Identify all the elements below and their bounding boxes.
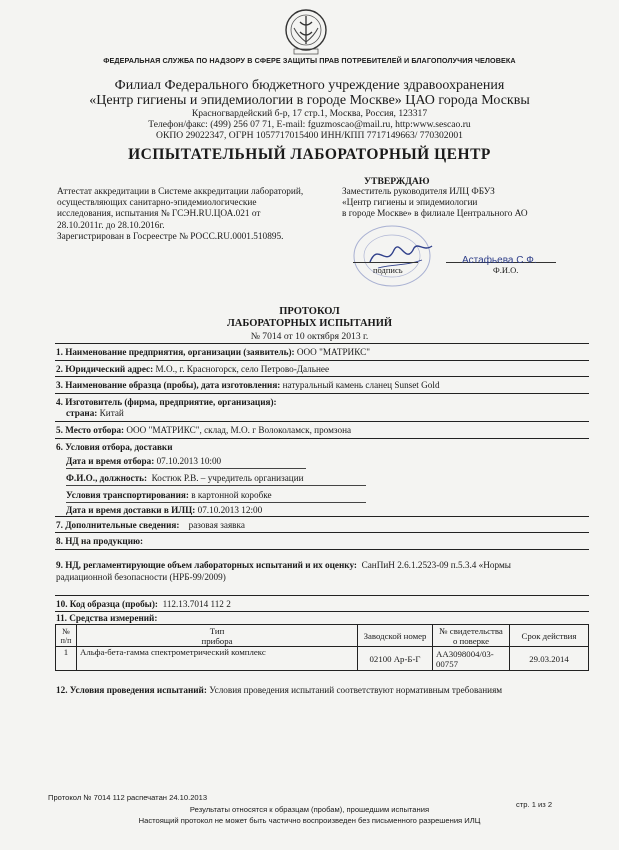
section-3 <box>56 380 440 391</box>
header-num: № п/п <box>56 625 77 647</box>
section-5-value: ООО "МАТРИКС", склад, М.О. г Волоколамск, промзона <box>126 425 352 435</box>
accreditation-line: исследования, испытания № ГСЭН.RU.ЦОА.021 от <box>57 209 261 220</box>
cell-cert <box>433 647 510 671</box>
org-name-line2: «Центр гигиены и эпидемиологии в городе Москве» ЦАО города Москвы <box>89 93 530 108</box>
section-3-value: натуральный камень сланец Sunset Gold <box>282 380 440 390</box>
rospotrebnadzor-emblem-icon <box>280 6 332 60</box>
section-1-label: 1. Наименование предприятия, организации (заявитель): <box>56 347 295 357</box>
section-1-value: ООО "МАТРИКС" <box>296 347 370 357</box>
agency-name: ФЕДЕРАЛЬНАЯ СЛУЖБА ПО НАДЗОРУ В СФЕРЕ ЗАЩИТЫ ПРАВ ПОТРЕБИТЕЛЕЙ И БЛАГОПОЛУЧИЯ ЧЕЛОВЕКА <box>103 56 516 65</box>
sampling-date-value: 07.10.2013 10:00 <box>156 456 222 466</box>
lab-title: ИСПЫТАТЕЛЬНЫЙ ЛАБОРАТОРНЫЙ ЦЕНТР <box>128 146 491 163</box>
section-12-value: Условия проведения испытаний соответствуют нормативным требованиям <box>209 685 503 695</box>
header-type-line: прибора <box>201 635 233 646</box>
underline <box>66 468 306 469</box>
accreditation-block <box>57 187 317 243</box>
section-4 <box>56 397 277 408</box>
divider <box>55 343 589 344</box>
approval-line: в городе Москве» в филиале Центрального АО <box>342 209 528 220</box>
delivery-value: 07.10.2013 12:00 <box>197 505 263 515</box>
header-cert <box>433 625 510 647</box>
protocol-number: № 7014 от 10 октября 2013 г. <box>250 331 369 342</box>
divider <box>55 376 589 377</box>
section-7-value: разовая заявка <box>188 520 245 530</box>
section-2-label: 2. Юридический адрес: <box>56 364 154 374</box>
underline <box>66 485 366 486</box>
section-9-label: 9. НД, регламентирующие объем лабораторных испытаний и их оценку: <box>56 560 357 570</box>
footer-copy-note: Настоящий протокол не может быть частично воспроизведен без письменного разрешения ИЛЦ <box>138 816 481 825</box>
section-12-label: 12. Условия проведения испытаний: <box>56 685 207 695</box>
signature-line <box>353 262 418 263</box>
fio-label: Ф.И.О. <box>493 265 519 275</box>
approval-line: «Центр гигиены и эпидемиологии <box>342 198 478 209</box>
divider <box>55 393 589 394</box>
fio-position-label: Ф.И.О., должность: <box>66 473 148 483</box>
country-value: Китай <box>99 408 124 418</box>
signer-name: Астафьева С.Ф. <box>462 255 537 266</box>
section-5 <box>56 425 351 436</box>
divider <box>55 532 589 533</box>
section-10-label: 10. Код образца (пробы): <box>56 599 158 609</box>
section-6-delivery <box>66 505 262 516</box>
cell-serial: 02100 Ар-Б-Г <box>358 647 433 671</box>
transport-value: в картонной коробке <box>191 490 272 500</box>
section-9 <box>56 560 511 571</box>
section-8-label: 8. НД на продукцию: <box>56 536 144 546</box>
section-9-cont: радиационной безопасности (НРБ-99/2009) <box>56 572 226 582</box>
divider <box>55 611 589 612</box>
divider <box>55 549 589 550</box>
section-6 <box>56 442 173 453</box>
equipment-table <box>55 624 589 671</box>
country-label: страна: <box>66 408 98 418</box>
stamp-signature-icon <box>348 222 440 290</box>
section-6-date <box>66 456 221 467</box>
accreditation-line: Зарегистрирован в Госреестре № РОСС.RU.0001.510895. <box>57 231 284 242</box>
footer-results-note: Результаты относятся к образцам (пробам), прошедшим испытания <box>189 805 430 814</box>
header-type <box>77 625 358 647</box>
transport-label: Условия транспортирования: <box>66 490 189 500</box>
section-12 <box>56 685 502 696</box>
underline <box>66 502 366 503</box>
delivery-label: Дата и время доставки в ИЛЦ: <box>66 505 196 515</box>
divider <box>55 360 589 361</box>
cell-valid: 29.03.2014 <box>510 647 589 671</box>
org-contacts: Телефон/факс: (499) 256 07 71, E-mail: fguzmoscao@mail.ru, http:www.sescao.ru <box>148 119 471 130</box>
section-9-value: СанПиН 2.6.1.2523-09 п.5.3.4 «Нормы <box>361 560 511 570</box>
cell-cert-line: 00757 <box>436 658 458 669</box>
section-7-label: 7. Дополнительные сведения: <box>56 520 180 530</box>
section-6-transport <box>66 490 272 501</box>
org-name-line1: Филиал Федерального бюджетного учреждение здравоохранения <box>114 78 505 93</box>
section-4-country <box>66 408 124 419</box>
fio-position-value: Костюк Р.В. – учредитель организации <box>151 473 304 483</box>
approval-title: УТВЕРЖДАЮ <box>364 176 430 187</box>
section-3-label: 3. Наименование образца (пробы), дата изготовления: <box>56 380 281 390</box>
divider <box>55 595 589 596</box>
section-8 <box>56 536 143 547</box>
table-header-row <box>56 625 589 647</box>
section-6-fio <box>66 473 304 484</box>
cell-type: Альфа-бета-гамма спектрометрический комплекс <box>77 647 358 671</box>
section-10 <box>56 599 231 610</box>
section-6-label: 6. Условия отбора, доставки <box>56 442 173 452</box>
org-address: Красногвардейский б-р, 17 стр.1, Москва, Россия, 123317 <box>191 108 428 119</box>
header-valid: Срок действия <box>510 625 589 647</box>
table-row <box>56 647 589 671</box>
approval-line: Заместитель руководителя ИЛЦ ФБУЗ <box>342 187 495 197</box>
section-11-label: 11. Средства измерений: <box>56 613 158 623</box>
footer-page: стр. 1 из 2 <box>516 800 553 809</box>
section-11 <box>56 613 157 624</box>
header-serial: Заводской номер <box>358 625 433 647</box>
accreditation-line: Аттестат аккредитации в Системе аккредитации лабораторий, <box>57 187 304 197</box>
accreditation-line: 28.10.2011г. до 28.10.2016г. <box>57 220 165 231</box>
sampling-date-label: Дата и время отбора: <box>66 456 155 466</box>
org-codes: ОКПО 29022347, ОГРН 1057717015400 ИНН/КПП 7717149663/ 770302001 <box>156 130 463 141</box>
header-type-line: Тип <box>209 625 225 636</box>
section-10-value: 112.13.7014 112 2 <box>162 599 231 609</box>
section-2 <box>56 364 329 375</box>
section-1 <box>56 347 370 358</box>
approval-block <box>342 187 592 221</box>
section-5-label: 5. Место отбора: <box>56 425 125 435</box>
cell-cert-line: АА3098004/03- <box>436 648 494 659</box>
cell-num: 1 <box>56 647 77 671</box>
header-cert-line: о поверке <box>452 635 490 646</box>
protocol-title: ПРОТОКОЛ <box>279 306 340 317</box>
protocol-subtitle: ЛАБОРАТОРНЫХ ИСПЫТАНИЙ <box>226 318 393 329</box>
section-2-value: М.О., г. Красногорск, село Петрово-Дальнее <box>155 364 330 374</box>
section-7 <box>56 520 245 531</box>
signature-label: подпись <box>373 265 403 275</box>
footer-printed: Протокол № 7014 112 распечатан 24.10.2013 <box>48 793 208 802</box>
divider <box>55 438 589 439</box>
divider <box>55 516 589 517</box>
header-cert-line: № свидетельства <box>439 625 503 636</box>
accreditation-line: осуществляющих санитарно-эпидемиологические <box>57 198 257 209</box>
section-4-label: 4. Изготовитель (фирма, предприятие, организация): <box>56 397 277 407</box>
divider <box>55 421 589 422</box>
